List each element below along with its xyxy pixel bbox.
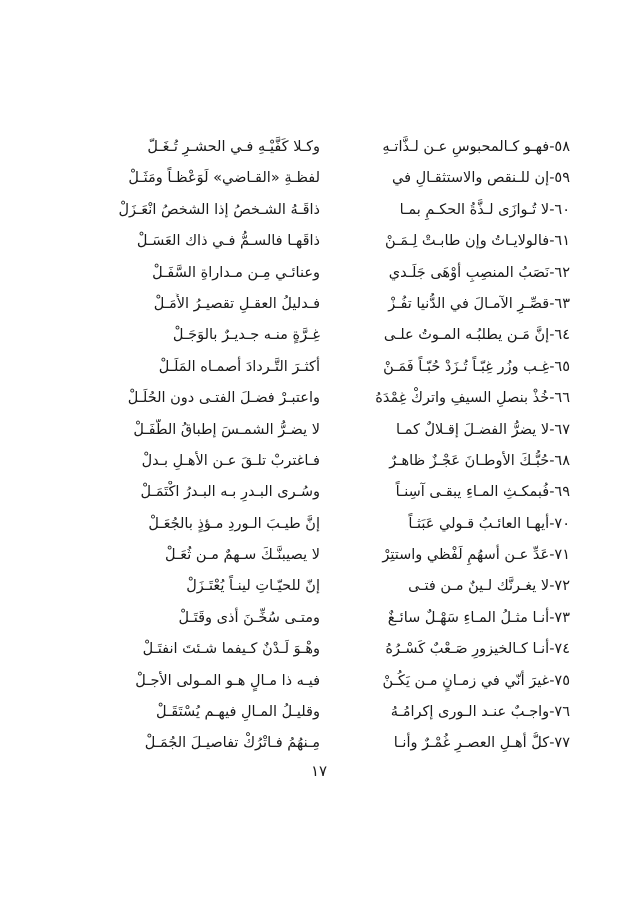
verse-line [80, 450, 570, 481]
verse-number: ٦٧ [554, 421, 570, 438]
verse-line [80, 262, 570, 293]
verse-first-hemistich: ٥٩-إن للـنقص والاستثقـالِ في [391, 170, 570, 187]
verse-line [80, 387, 570, 418]
verse-second-hemistich: لا يصيبنَّـكَ سـهمٌ مـن ثُعَـلْ [165, 547, 320, 564]
verse-line [80, 701, 570, 732]
verse-first-hemistich: ٦٤-إنَّ مَـن يطلبُـه المـوتُ علـى [383, 327, 570, 344]
verse-number: ٦١ [554, 233, 570, 250]
verse-first-hemistich: ٧٣-أنـا مثـلُ المـاءِ سَهْـلٌ سائـغٌ [387, 609, 570, 626]
verse-number: ٧٧ [554, 735, 570, 752]
verse-first-hemistich: ٧٧-كلُّ أهـلِ العصـرِ غُمْـرٌ وأنـا [393, 735, 570, 752]
verse-number: ٧٢ [554, 578, 570, 595]
verse-number: ٧٠ [554, 515, 570, 532]
verse-line [80, 230, 570, 261]
verse-line [80, 670, 570, 701]
verse-first-hemistich: ٦٨-حُبُّـكَ الأوطـانَ عَجْـزٌ ظاهـرٌ [389, 452, 570, 469]
verse-line [80, 544, 570, 575]
verse-second-hemistich: وقليـلُ المـالِ فيهـم يُسْتَقَـلْ [156, 704, 320, 721]
verse-sadr-text: كلُّ أهـلِ العصـرِ غُمْـرٌ وأنـا [393, 735, 550, 752]
verse-second-hemistich: لفظـةِ «القـاضي» لَوَعْظـاً ومَثَـلْ [128, 170, 320, 187]
verse-second-hemistich: إنّ للحيّـاتِ لينـاً يُعْتَـزَلْ [186, 578, 320, 595]
verse-second-hemistich: ذاقَهـا فالسـمُّ فـي ذاك العَسَـلْ [136, 233, 320, 250]
verse-number: ٦٥ [554, 358, 570, 375]
verse-second-hemistich: وعنائـي مِـن مـداراةِ السَّفَـلْ [152, 264, 320, 281]
verse-second-hemistich: فـدليلُ العقـلِ تقصيـرُ الأَمَـلْ [153, 295, 320, 312]
verse-first-hemistich: ٦٧-لا يضرُّ الفضـلَ إقـلالٌ كمـا [395, 421, 570, 438]
verse-second-hemistich: ومتـى سُخِّـنَ أذى وقَتَـلْ [178, 609, 320, 626]
verse-line [80, 167, 570, 198]
verse-number: ٥٨ [554, 139, 570, 155]
verse-number: ٦٢ [554, 264, 570, 281]
verse-second-hemistich: مِـنهُمُ فـاتْرُكْ تفاصيـلَ الجُمَـلْ [144, 735, 320, 752]
verse-line [80, 199, 570, 230]
verse-number: ٧٣ [554, 609, 570, 626]
verse-second-hemistich: لا يضـرُّ الشمـسَ إطباقُ الطَّفَـلْ [133, 421, 320, 438]
verse-second-hemistich: ذاقَـهُ الشـخصُ إذا الشخصُ انْعَـزَلْ [118, 201, 320, 218]
verse-sadr-text: أيهـا العائـبُ قـولي عَبَثـاً [408, 515, 550, 532]
verse-sadr-text: فهـو كـالمحبوسِ عـن لـذَّاتـهِ [382, 139, 550, 155]
verse-number: ٧٥ [554, 672, 570, 689]
verse-sadr-text: فالولايـاتُ وإن طابـتْ لِـمَـنْ [384, 233, 550, 250]
verse-first-hemistich: ٧٢-لا يغـرنَّك لـينٌ مـن فتـى [408, 578, 570, 595]
verse-number: ٥٩ [554, 170, 570, 187]
page-number: ١٧ [310, 762, 328, 780]
verse-first-hemistich: ٧٥-غيرَ أنّي في زمـانٍ مـن يَكُـنْ [382, 672, 570, 689]
verse-first-hemistich: ٦١-فالولايـاتُ وإن طابـتْ لِـمَـنْ [384, 233, 570, 250]
verse-sadr-text: غِـب وزُر غِبّـاً تُـزَدْ حُبّـاً فَمَـنْ [383, 358, 550, 375]
verse-first-hemistich: ٥٨-فهـو كـالمحبوسِ عـن لـذَّاتـهِ [382, 139, 570, 155]
verse-sadr-text: غيرَ أنّي في زمـانٍ مـن يَكُـنْ [382, 672, 550, 689]
verse-line [80, 481, 570, 512]
verse-sadr-text: فُبمكـثِ المـاءِ يبقـى آسِنـاً [395, 484, 550, 501]
verse-sadr-text: حُبُّـكَ الأوطـانَ عَجْـزٌ ظاهـرٌ [389, 452, 550, 469]
verse-second-hemistich: غِـرَّةٍ منـه جـديـرٌ بالوَجَـلْ [172, 327, 320, 344]
verse-number: ٦٤ [554, 327, 570, 344]
verse-first-hemistich: ٧٦-واجـبٌ عنـد الـورى إكرامُـهُ [390, 704, 570, 721]
verse-line [80, 293, 570, 324]
verse-sadr-text: إن للـنقص والاستثقـالِ في [391, 170, 550, 187]
verse-first-hemistich: ٦٢-نَصَبُ المنصِبِ أَوْهَى جَلَـدي [388, 264, 570, 281]
verse-line [80, 513, 570, 544]
verse-second-hemistich: فـاغتربْ تلـقَ عـن الأهـلِ بـدلْ [141, 452, 320, 469]
verse-first-hemistich: ٧٠-أيهـا العائـبُ قـولي عَبَثـاً [408, 515, 570, 532]
verse-sadr-text: قصِّـرِ الآمـالَ في الدُّنيا تفُـزْ [388, 295, 550, 312]
verse-second-hemistich: واعتبـرْ فضـلَ الفتـى دون الحُلَـلْ [127, 390, 320, 407]
verse-line [80, 324, 570, 355]
verse-number: ٧١ [554, 547, 570, 564]
verse-second-hemistich: إنَّ طيـبَ الـوردِ مـؤذٍ بالجُعَـلْ [148, 515, 320, 532]
verse-number: ٧٦ [554, 704, 570, 721]
verse-line [80, 638, 570, 669]
verse-line [80, 575, 570, 606]
verse-sadr-text: إنَّ مَـن يطلبُـه المـوتُ علـى [383, 327, 550, 344]
verse-number: ٦٨ [554, 452, 570, 469]
verse-sadr-text: أنـا كـالخيزورِ صَـعْبٌ كَسْـرُهُ [385, 641, 550, 658]
verse-sadr-text: لا تُـوازَى لـذَّةُ الحكـمِ بمـا [399, 201, 550, 218]
verse-first-hemistich: ٦٣-قصِّـرِ الآمـالَ في الدُّنيا تفُـزْ [388, 295, 570, 312]
verse-second-hemistich: فيـه ذا مـالٍ هـو المـولى الأجـلْ [135, 672, 320, 689]
verse-second-hemistich: وكـلا كَفَّيْـهِ فـي الحشـرِ تُـغَـلّ [147, 139, 320, 155]
verse-first-hemistich: ٧٤-أنـا كـالخيزورِ صَـعْبٌ كَسْـرُهُ [385, 641, 570, 658]
verse-first-hemistich: ٦٩-فُبمكـثِ المـاءِ يبقـى آسِنـاً [395, 484, 570, 501]
verse-line [80, 419, 570, 450]
verse-first-hemistich: ٧١-عَدِّ عـن أسهُمِ لَفْظي واستتِرْ [382, 547, 570, 564]
verse-number: ٦٠ [554, 201, 570, 218]
verse-sadr-text: واجـبٌ عنـد الـورى إكرامُـهُ [390, 704, 550, 721]
verse-second-hemistich: وسُـرى البـدرِ بـه البـدرُ اكْتَمَـلْ [140, 484, 320, 501]
verse-first-hemistich: ٦٠-لا تُـوازَى لـذَّةُ الحكـمِ بمـا [399, 201, 570, 218]
verse-line [80, 607, 570, 638]
verse-sadr-text: أنـا مثـلُ المـاءِ سَهْـلٌ سائـغٌ [387, 609, 550, 626]
verse-sadr-text: لا يغـرنَّك لـينٌ مـن فتـى [408, 578, 550, 595]
verse-first-hemistich: ٦٥-غِـب وزُر غِبّـاً تُـزَدْ حُبّـاً فَمَـنْ [383, 358, 570, 375]
verse-line [80, 356, 570, 387]
verse-sadr-text: عَدِّ عـن أسهُمِ لَفْظي واستتِرْ [382, 547, 550, 564]
verse-second-hemistich: وهْـوَ لَـدْنٌ كـيفما شـئتَ انفتَـلْ [142, 641, 320, 658]
verse-line [80, 136, 570, 167]
verse-line [80, 732, 570, 763]
verse-number: ٦٩ [554, 484, 570, 501]
verse-number: ٧٤ [554, 641, 570, 658]
verse-number: ٦٣ [554, 295, 570, 312]
verse-sadr-text: نَصَبُ المنصِبِ أَوْهَى جَلَـدي [388, 264, 550, 281]
verse-first-hemistich: ٦٦-خُذْ بنصلِ السيفِ واتركْ غِمْدَهُ [375, 390, 570, 407]
verse-sadr-text: لا يضرُّ الفضـلَ إقـلالٌ كمـا [395, 421, 550, 438]
verse-second-hemistich: أكثـرَ التَّـردادَ أصمـاه المَلَـلْ [158, 358, 320, 375]
verse-number: ٦٦ [554, 390, 570, 407]
verse-sadr-text: خُذْ بنصلِ السيفِ واتركْ غِمْدَهُ [375, 390, 550, 407]
poem-verses [80, 136, 570, 764]
